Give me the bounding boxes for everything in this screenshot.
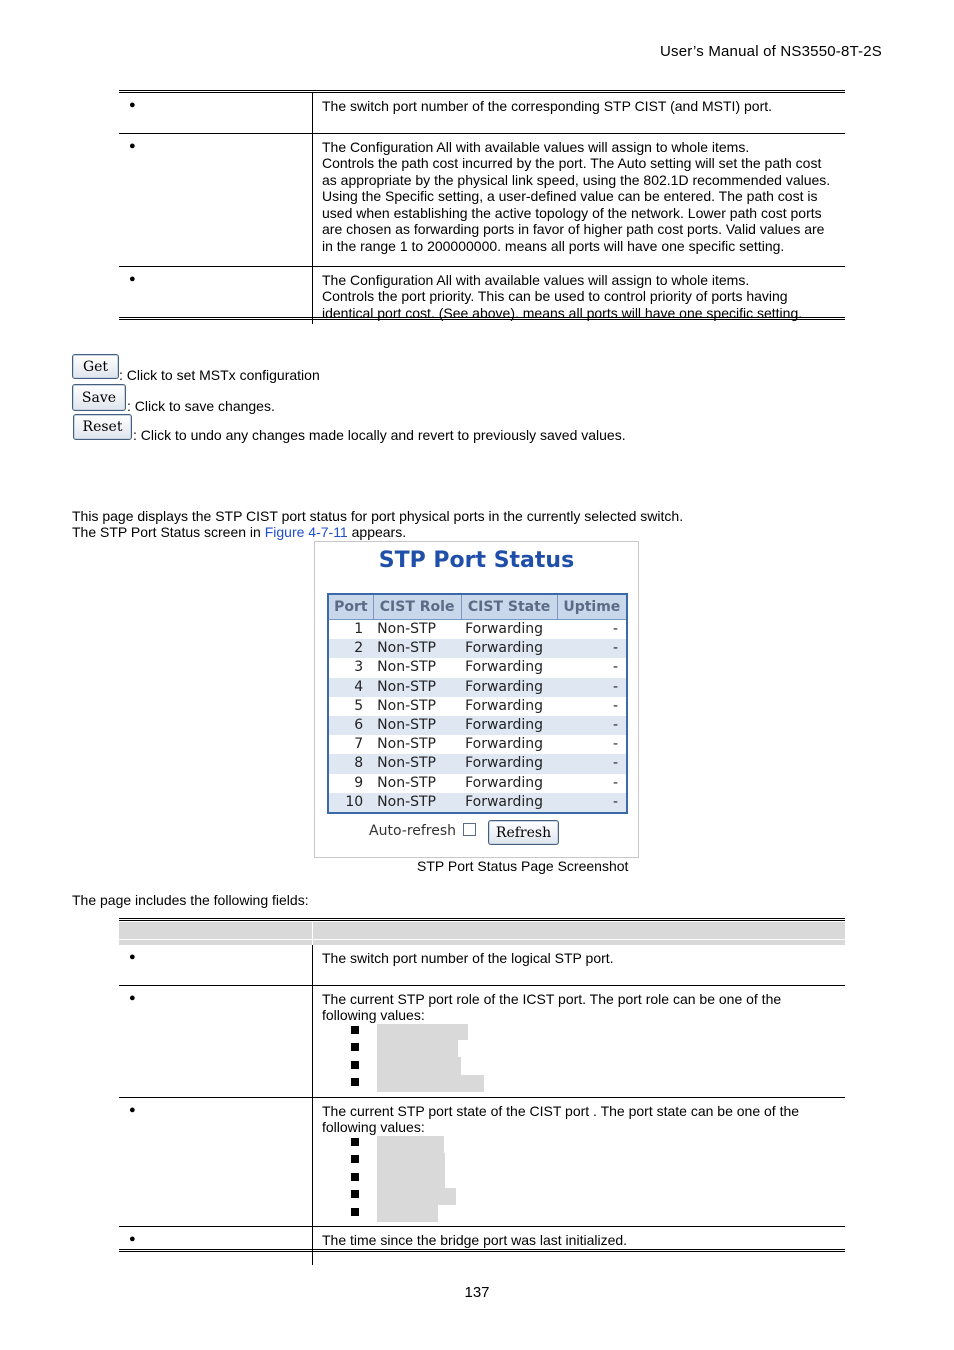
cist-state-cell: Forwarding [465, 736, 544, 753]
redacted-value [377, 1153, 445, 1170]
redacted-value [377, 1170, 445, 1188]
row-description: The switch port number of the logical STP port. [322, 950, 614, 966]
uptime-cell: - [557, 793, 627, 813]
get-button[interactable]: Get [72, 354, 119, 379]
row-description: The current STP port role of the ICST port. The port role can be one of the following values: [322, 990, 782, 1024]
stp-table-row [328, 678, 627, 697]
square-bullet-icon [351, 1190, 359, 1198]
stp-table-row [328, 658, 627, 677]
table-port-configuration [119, 93, 845, 324]
role-value-list [322, 1024, 837, 1094]
cist-state-cell: Forwarding [465, 774, 544, 791]
intro-line-1: This page displays the STP CIST port status for port physical ports in the currently selected switch. [72, 508, 684, 524]
table-row [119, 133, 845, 266]
save-button-description: : Click to save changes. [127, 398, 275, 414]
bullet-icon: ● [129, 991, 136, 1004]
cist-role-cell: Non-STP [373, 678, 461, 697]
port-cell: 5 [354, 697, 364, 714]
stp-port-status-screenshot [314, 541, 639, 858]
cist-role-cell: Non-STP [377, 659, 436, 676]
cist-role-cell: Non-STP [377, 697, 436, 714]
column-header-cist-state: CIST State [461, 594, 557, 620]
save-button[interactable]: Save [72, 384, 126, 411]
stp-table-row [328, 793, 627, 813]
cist-role-cell: Non-STP [373, 793, 461, 813]
cist-state-cell: Forwarding [461, 754, 557, 773]
stp-table-row [328, 697, 627, 716]
port-cell: 7 [354, 736, 364, 753]
redacted-value [377, 1040, 458, 1057]
reset-button-description: : Click to undo any changes made locally and revert to previously saved values. [133, 427, 626, 443]
cist-state-cell: Forwarding [461, 678, 557, 697]
table1-bottom-rule [119, 317, 845, 320]
cist-state-cell: Forwarding [465, 659, 544, 676]
cist-role-cell: Non-STP [373, 716, 461, 735]
square-bullet-icon [351, 1026, 359, 1034]
column-header-port: Port [328, 594, 373, 620]
auto-refresh-label: Auto-refresh [369, 823, 457, 839]
cist-state-cell: Forwarding [461, 793, 557, 813]
bullet-icon: ● [129, 1103, 136, 1116]
table-row [119, 945, 845, 985]
port-cell: 10 [328, 793, 373, 813]
bullet-icon: ● [129, 951, 136, 963]
reset-button[interactable]: Reset [73, 414, 132, 440]
stp-table-row [328, 716, 627, 735]
square-bullet-icon [351, 1138, 359, 1146]
stp-table-row [328, 754, 627, 773]
cist-state-cell: Forwarding [461, 716, 557, 735]
square-bullet-icon [351, 1208, 359, 1216]
cist-state-cell: Forwarding [465, 621, 544, 638]
square-bullet-icon [351, 1043, 359, 1051]
uptime-cell: - [612, 621, 618, 638]
get-button-description: : Click to set MSTx configuration [119, 367, 320, 383]
table-port-status-fields [119, 945, 845, 1265]
stp-table-row [328, 639, 627, 658]
redacted-value [377, 1057, 461, 1075]
column-header-uptime: Uptime [557, 594, 627, 620]
bullet-icon: ● [129, 139, 136, 152]
row-description: The time since the bridge port was last initialized. [313, 1226, 846, 1265]
bullet-icon: ● [129, 272, 136, 285]
page-number: 137 [464, 1284, 490, 1301]
port-cell: 8 [328, 754, 373, 773]
port-cell: 3 [354, 659, 364, 676]
square-bullet-icon [351, 1173, 359, 1181]
cist-role-cell: Non-STP [373, 754, 461, 773]
cist-role-cell: Non-STP [377, 774, 436, 791]
uptime-cell: - [612, 774, 618, 791]
square-bullet-icon [351, 1078, 359, 1086]
redacted-value [377, 1188, 456, 1205]
stp-table-row [328, 774, 627, 793]
cist-state-cell: Forwarding [465, 697, 544, 714]
redacted-value [377, 1024, 468, 1040]
uptime-cell: - [612, 697, 618, 714]
uptime-cell: - [557, 678, 627, 697]
table-row [119, 1097, 845, 1226]
row-description: The switch port number of the corresponding STP CIST (and MSTI) port. [322, 98, 773, 114]
port-cell: 1 [354, 621, 364, 638]
port-cell: 2 [328, 639, 373, 658]
uptime-cell: - [557, 639, 627, 658]
intro-line-2: The STP Port Status screen in Figure 4-7-11 appears. [72, 524, 407, 540]
row-description: The current STP port state of the CIST port . The port state can be one of the following values: [322, 1102, 800, 1136]
figure-link[interactable]: Figure 4-7-11 [264, 524, 348, 540]
table2-bottom-rule [119, 1249, 845, 1252]
port-cell: 4 [328, 678, 373, 697]
table2-top-rule [119, 918, 845, 921]
redacted-value [377, 1205, 438, 1222]
cist-state-cell: Forwarding [461, 639, 557, 658]
bullet-icon: ● [129, 99, 136, 111]
row-description: The Configuration All with available values will assign to whole items. Controls the path cost incurred by the port. The Auto setting will set the path cost as appropriate by the physical link speed, using the 802.1D recommended values. Using the Specific setting, a user-defined value can be entered. The path cost is used when establishing the active topology of the network. Lower path cost ports are chosen as forwarding ports in favor of higher path cost ports. Valid values are in the range 1 to 200000000. means all ports will have one specific setting. [313, 133, 846, 266]
refresh-button[interactable]: Refresh [488, 820, 559, 845]
table-row [119, 266, 845, 324]
row-description: The Configuration All with available values will assign to whole items. Controls the port priority. This can be used to control priority of ports having identical port cost. (See above). means all ports will have one specific setting. [313, 266, 846, 324]
square-bullet-icon [351, 1155, 359, 1163]
square-bullet-icon [351, 1061, 359, 1069]
screenshot-title: STP Port Status [378, 548, 575, 573]
bullet-icon: ● [129, 1232, 136, 1245]
port-cell: 9 [354, 774, 364, 791]
auto-refresh-checkbox[interactable] [463, 823, 476, 836]
state-value-list [322, 1136, 837, 1223]
uptime-cell: - [612, 659, 618, 676]
stp-port-status-table [327, 593, 628, 814]
column-header-cist-role: CIST Role [373, 594, 461, 620]
table-row [119, 985, 845, 1097]
table-row [119, 1226, 845, 1265]
manual-header: User’s Manual of NS3550-8T-2S [659, 43, 882, 60]
stp-table-body [328, 620, 627, 813]
figure-caption: STP Port Status Page Screenshot [417, 858, 629, 874]
uptime-cell: - [557, 754, 627, 773]
redacted-value [377, 1075, 484, 1092]
cist-role-cell: Non-STP [377, 621, 436, 638]
redacted-value [377, 1136, 444, 1153]
cist-role-cell: Non-STP [377, 736, 436, 753]
cist-role-cell: Non-STP [373, 639, 461, 658]
fields-intro: The page includes the following fields: [72, 892, 309, 908]
uptime-cell: - [612, 736, 618, 753]
uptime-cell: - [557, 716, 627, 735]
port-cell: 6 [328, 716, 373, 735]
table2-header-row [119, 922, 845, 945]
stp-table-row [328, 620, 627, 640]
stp-table-row [328, 735, 627, 754]
table-row [119, 93, 845, 133]
